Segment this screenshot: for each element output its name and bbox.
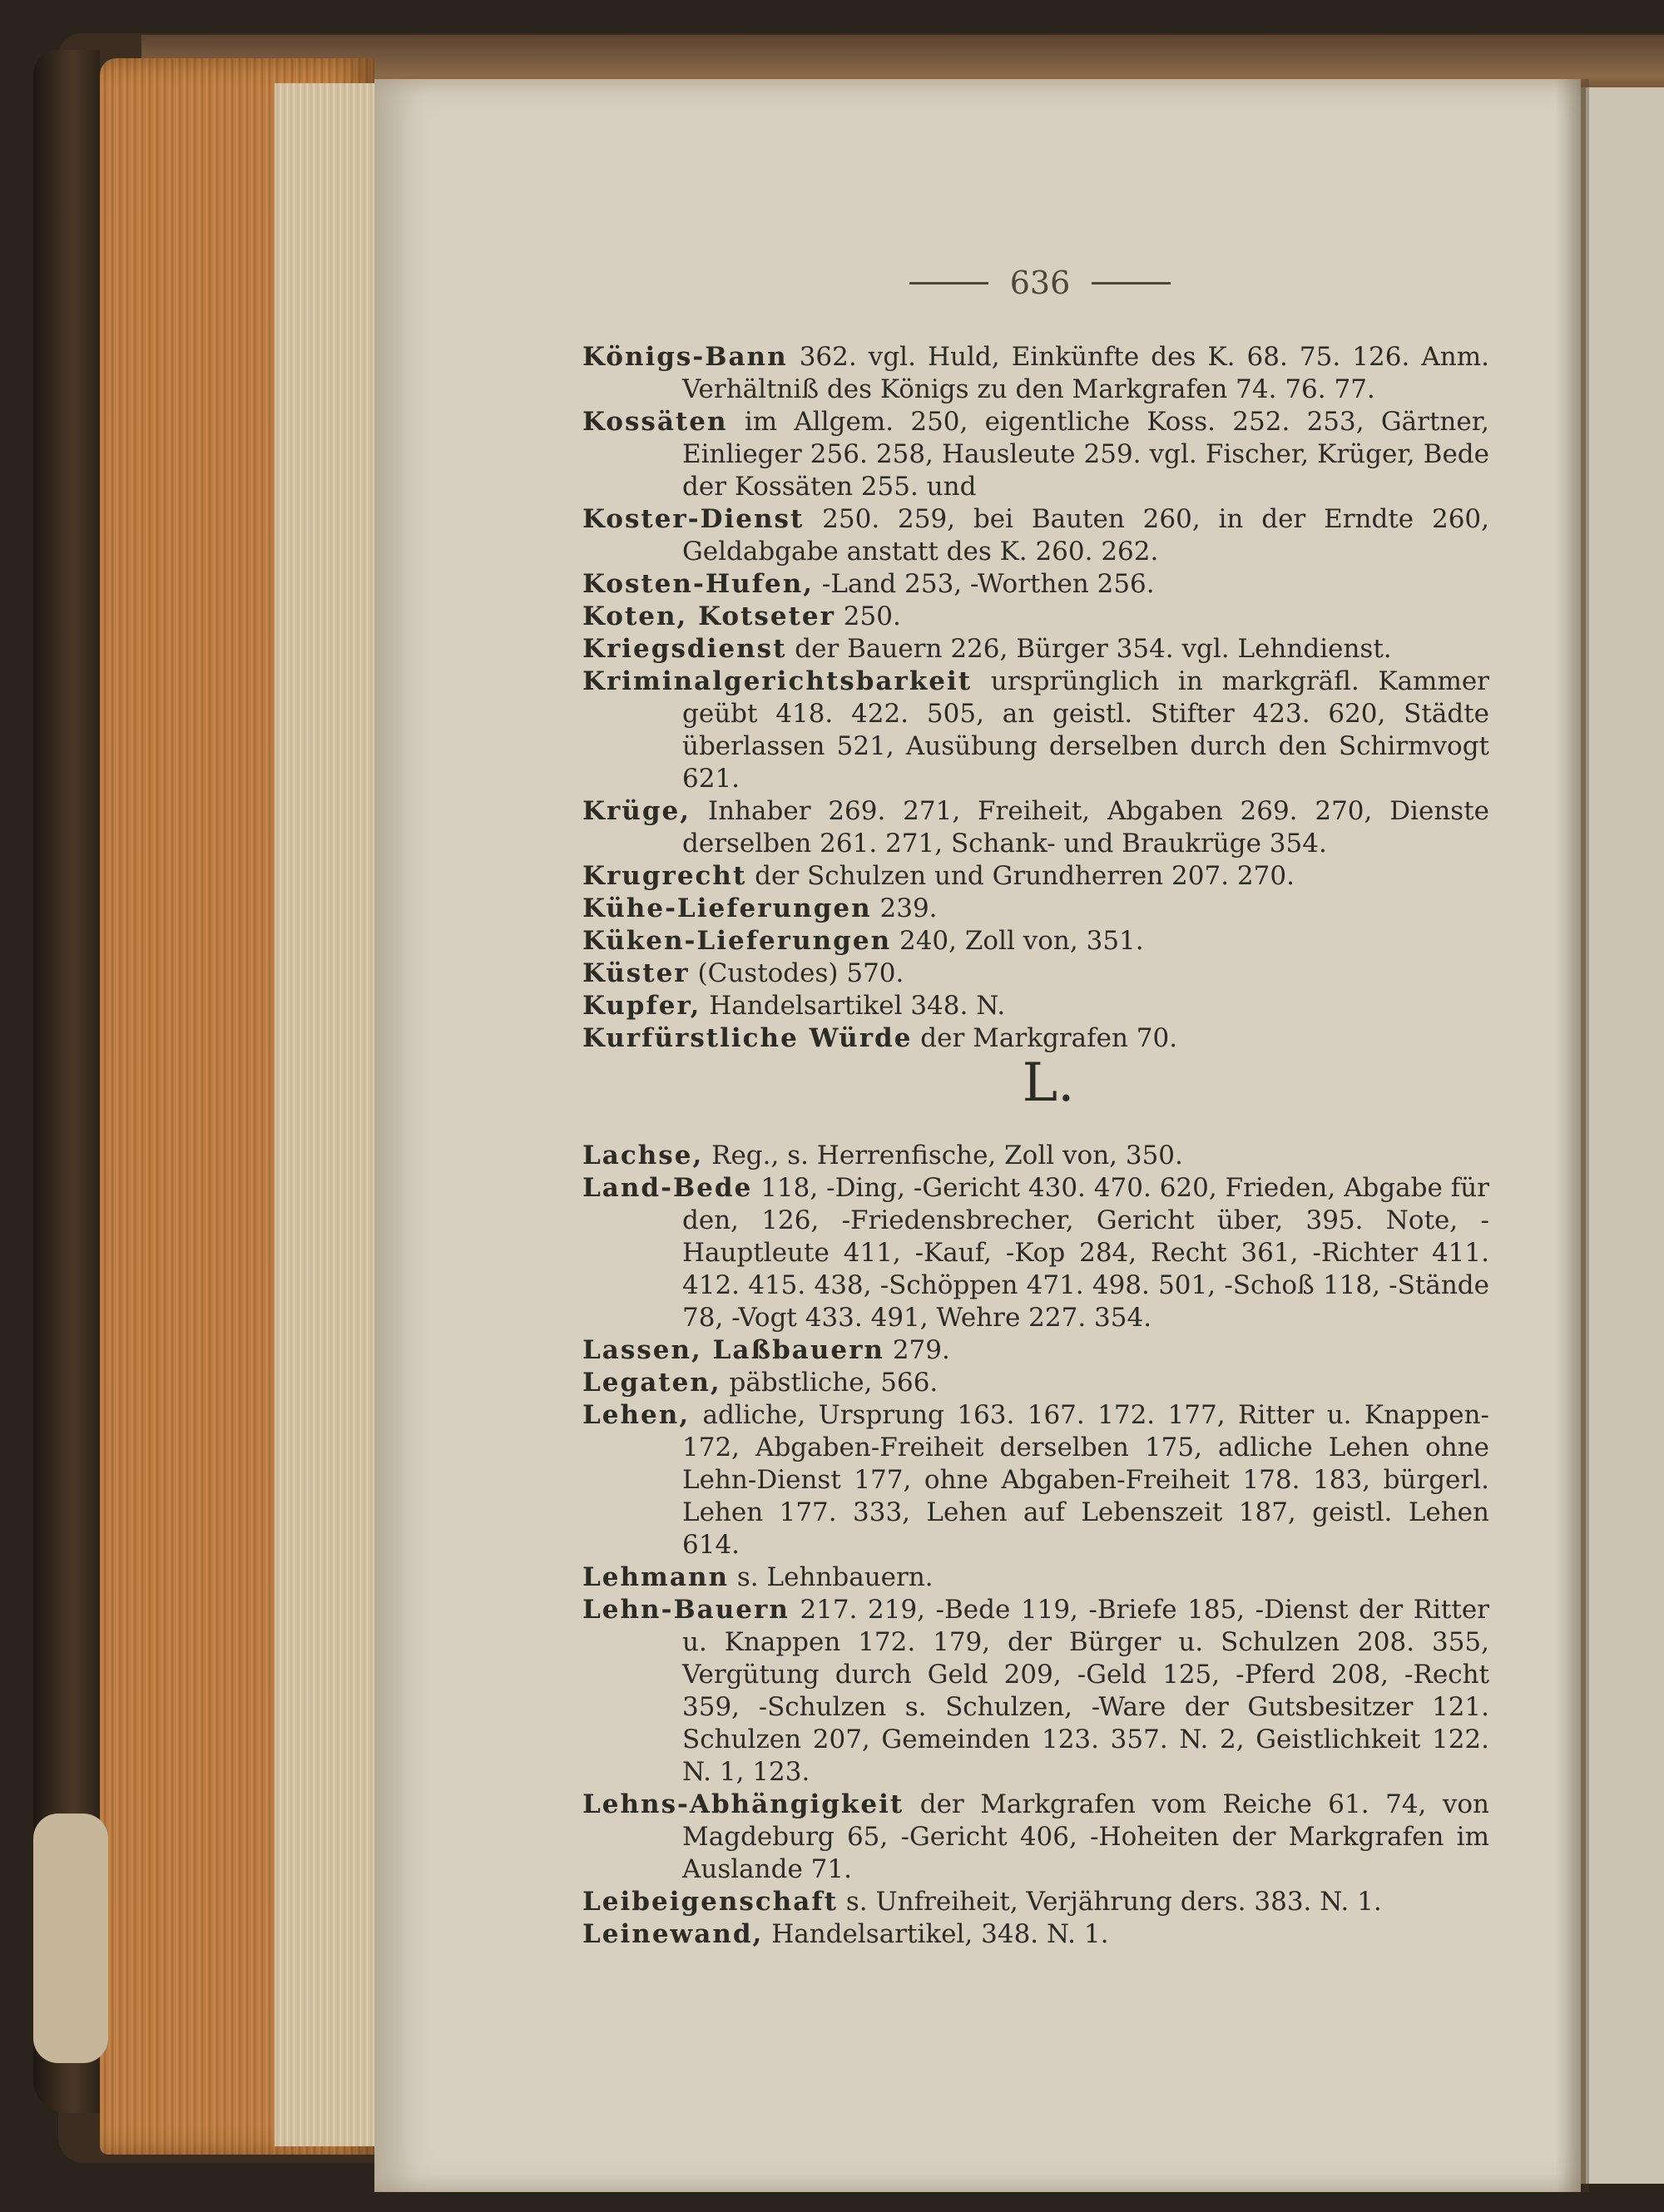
entry-text: 279.	[892, 1335, 950, 1365]
entry-headword: Lehn-Bauern	[582, 1595, 790, 1625]
entry-text: der Markgrafen 70.	[920, 1023, 1178, 1053]
entry-headword: Krüge,	[582, 796, 691, 826]
page-edges-paper	[275, 83, 374, 2146]
index-entry	[582, 1022, 1489, 1055]
entry-text: 362. vgl. Huld, Einkünfte des K. 68. 75. 126. Anm. Verhältniß des Königs zu den Markgrafen 74. 76. 77.	[682, 342, 1489, 404]
entry-headword: Koten, Kotseter	[582, 601, 835, 631]
entry-headword: Kossäten	[582, 407, 728, 437]
entry-text: -Land 253, -Worthen 256.	[821, 569, 1155, 599]
entry-text: Reg., s. Herrenfische, Zoll von, 350.	[711, 1141, 1183, 1170]
gutter-shadow	[1556, 79, 1589, 2192]
page-number: 636	[1009, 265, 1071, 301]
page-header	[832, 258, 1248, 308]
entry-text: s. Unfreiheit, Verjährung ders. 383. N. 1.	[845, 1887, 1382, 1917]
entry-headword: Leinewand,	[582, 1919, 764, 1949]
entry-text: (Custodes) 570.	[697, 958, 904, 988]
entry-headword: Kriminalgerichtsbarkeit	[582, 666, 973, 696]
index-entry	[582, 1367, 1489, 1399]
index-entry	[582, 633, 1489, 666]
entry-headword: Kupfer,	[582, 991, 701, 1021]
entry-headword: Lehmann	[582, 1562, 730, 1592]
entry-text: der Markgrafen vom Reiche 61. 74, von Magdeburg 65, -Gericht 406, -Hoheiten der Markgrafen im Auslande 71.	[682, 1789, 1490, 1884]
entry-headword: Lachse,	[582, 1141, 704, 1170]
index-entries-l	[582, 1140, 1489, 1951]
index-entry	[582, 341, 1489, 406]
index-entry	[582, 1172, 1489, 1334]
entry-headword: Kosten-Hufen,	[582, 569, 815, 599]
entry-text: 118, -Ding, -Gericht 430. 470. 620, Frieden, Abgabe für den, 126, -Friedensbrecher, Gericht über, 395. Note, -Hauptleute 411, -Kauf, -Kop 284, Recht 361, -Richter 411. 412. 415. 438, -Schöppen 471. 498. 501, -Schoß 118, -Stände 78, -Vogt 433. 491, Wehre 227. 354.	[682, 1173, 1489, 1333]
index-entry	[582, 990, 1489, 1022]
entry-headword: Königs-Bann	[582, 342, 788, 372]
entry-headword: Krugrecht	[582, 861, 747, 891]
index-entry	[582, 1789, 1489, 1886]
entry-text: Handelsartikel, 348. N. 1.	[771, 1919, 1109, 1949]
index-entry	[582, 406, 1489, 503]
entry-text: päbstliche, 566.	[729, 1368, 938, 1398]
header-rule-right	[1092, 282, 1171, 285]
entry-headword: Land-Bede	[582, 1173, 753, 1203]
entry-text: der Schulzen und Grundherren 207. 270.	[755, 861, 1295, 891]
entry-headword: Lassen, Laßbauern	[582, 1335, 884, 1365]
index-entry	[582, 1140, 1489, 1172]
entry-headword: Lehns-Abhängigkeit	[582, 1789, 904, 1819]
header-rule-left	[909, 282, 988, 285]
entry-text: 250. 259, bei Bauten 260, in der Erndte 260, Geldabgabe anstatt des K. 260. 262.	[682, 504, 1489, 567]
entry-text: ursprünglich in markgräfl. Kammer geübt 418. 422. 505, an geistl. Stifter 423. 620, Städte überlassen 521, Ausübung derselben durch den Schirmvogt 621.	[682, 666, 1490, 794]
entry-headword: Kurfürstliche Würde	[582, 1023, 913, 1053]
entry-text: 250.	[843, 601, 901, 631]
entry-headword: Lehen,	[582, 1400, 691, 1430]
entry-text: der Bauern 226, Bürger 354. vgl. Lehndienst.	[795, 634, 1392, 664]
index-entry	[582, 601, 1489, 633]
entry-text: im Allgem. 250, eigentliche Koss. 252. 253, Gärtner, Einlieger 256. 258, Hausleute 259. vgl. Fischer, Krüger, Bede der Kossäten 255. und	[682, 407, 1489, 502]
entry-headword: Kriegsdienst	[582, 634, 787, 664]
index-entry	[582, 795, 1489, 860]
index-entry	[582, 925, 1489, 958]
section-letter: L.	[1022, 1052, 1075, 1114]
index-entries-k	[582, 341, 1489, 1055]
index-entry	[582, 568, 1489, 601]
index-entry	[582, 1886, 1489, 1918]
entry-headword: Leibeigenschaft	[582, 1887, 839, 1917]
entry-text: Inhaber 269. 271, Freiheit, Abgaben 269. 270, Dienste derselben 261. 271, Schank- und Braukrüge 354.	[682, 796, 1489, 859]
index-entry	[582, 666, 1489, 795]
entry-headword: Legaten,	[582, 1368, 721, 1398]
index-entry	[582, 860, 1489, 893]
entry-text: s. Lehnbauern.	[736, 1562, 934, 1592]
entry-text: Handelsartikel 348. N.	[709, 991, 1006, 1021]
index-entry	[582, 503, 1489, 568]
index-entry	[582, 1594, 1489, 1789]
cover-wear-mark	[33, 1814, 108, 2063]
index-entry	[582, 893, 1489, 925]
entry-headword: Küken-Lieferungen	[582, 926, 892, 956]
entry-headword: Koster-Dienst	[582, 504, 805, 534]
index-entry	[582, 1561, 1489, 1594]
entry-text: 240, Zoll von, 351.	[899, 926, 1144, 956]
index-entry	[582, 1334, 1489, 1367]
facing-page	[1581, 87, 1664, 2184]
book-spine	[33, 50, 100, 2113]
entry-headword: Küster	[582, 958, 690, 988]
index-entry	[582, 1918, 1489, 1951]
entry-text: 239.	[879, 893, 938, 923]
index-entry	[582, 958, 1489, 990]
entry-text: 217. 219, -Bede 119, -Briefe 185, -Dienst der Ritter u. Knappen 172. 179, der Bürger u. Schulzen 208. 355, Vergütung durch Geld 209, -Geld 125, -Pferd 208, -Recht 359, -Schulzen s. Schulzen, -Ware der Gutsbesitzer 121. Schulzen 207, Gemeinden 123. 357. N. 2, Geistlichkeit 122. N. 1, 123.	[682, 1595, 1490, 1787]
entry-headword: Kühe-Lieferungen	[582, 893, 872, 923]
index-entry	[582, 1399, 1489, 1561]
entry-text: adliche, Ursprung 163. 167. 172. 177, Ritter u. Knappen-172, Abgaben-Freiheit derselben 175, adliche Lehen ohne Lehn-Dienst 177, ohne Abgaben-Freiheit 178. 183, bürgerl. Lehen 177. 333, Lehen auf Lebenszeit 187, geistl. Lehen 614.	[682, 1400, 1489, 1560]
